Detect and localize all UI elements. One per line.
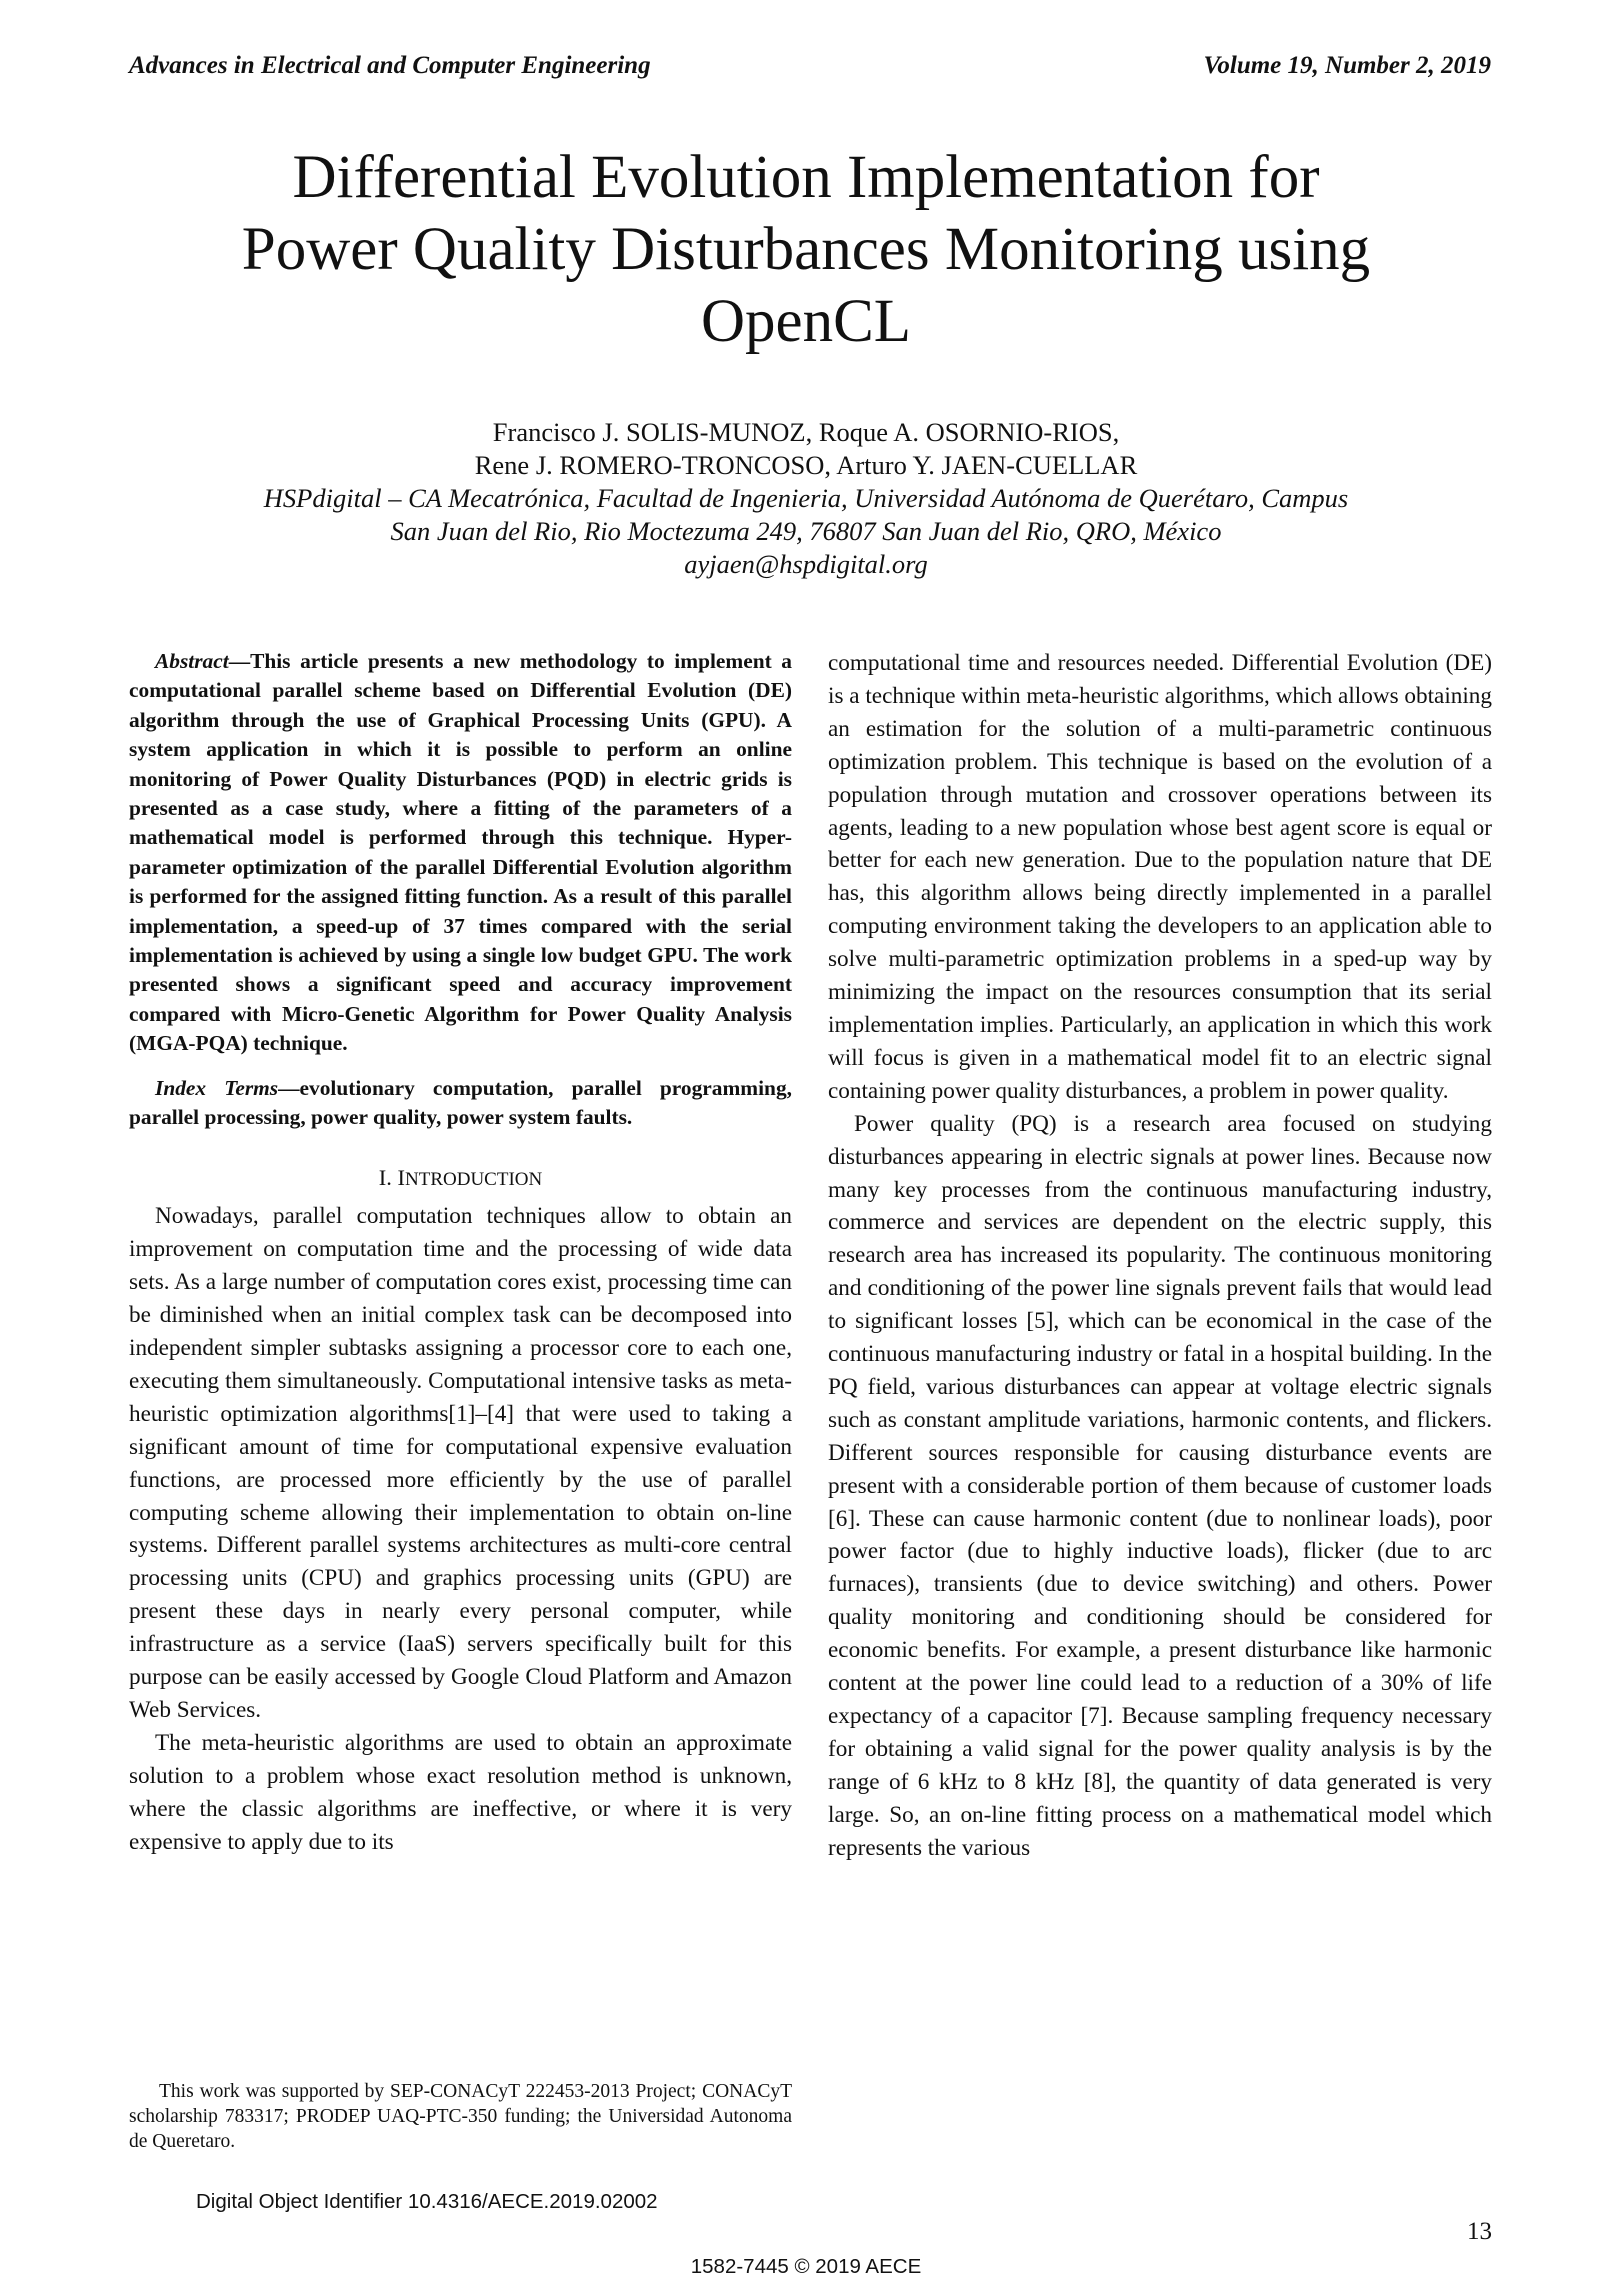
right-column [828,647,1492,1865]
body-paragraph: computational time and resources needed. Differential Evolution (DE) is a technique within meta-heuristic algorithms, which allows obtaining an estimation for the solution of a multi-parametric continuous optimization problem. This technique is based on the evolution of a population through mutation and crossover operations between its agents, leading to a new population whose best agent score is equal or better for each new generation. Due to the population nature that DE has, this algorithm allows being directly implemented in a parallel computing environment taking the developers to an application able to solve multi-parametric optimization problems in a sped-up way by minimizing the impact on the resources consumption that its serial implementation implies. Particularly, an application in which this work will focus is given in a mathematical model fit to an electric signal containing power quality disturbances, a problem in power quality. [828,650,1492,1104]
index-terms-text: —evolutionary computation, parallel programming, parallel processing, power quality, power system faults. [129,1075,792,1130]
volume-info: Volume 19, Number 2, 2019 [1203,52,1491,79]
title-line-2: Power Quality Disturbances Monitoring using [241,216,1371,283]
title-line-1: Differential Evolution Implementation for [292,144,1320,211]
author-block [150,416,1462,581]
section-heading-introduction [129,1162,792,1197]
page-number: 13 [1467,2218,1492,2245]
index-terms-label: Index Terms [155,1075,279,1100]
doi-line: Digital Object Identifier 10.4316/AECE.2019.02002 [196,2190,658,2213]
authors-line-2: Rene J. ROMERO-TRONCOSO, Arturo Y. JAEN-CUELLAR [474,450,1138,480]
funding-footnote: This work was supported by SEP-CONACyT 222453-2013 Project; CONACyT scholarship 783317; PRODEP UAQ-PTC-350 funding; the Universidad Autonoma de Queretaro. [129,2081,792,2152]
paper-title [150,142,1462,358]
body-paragraph: Nowadays, parallel computation techniques allow to obtain an improvement on computation time and the processing of wide data sets. As a large number of computation cores exist, processing time can be diminished when an initial complex task can be decomposed into independent simpler subtasks assigning a processor core to each one, executing them simultaneously. Computational intensive tasks as meta-heuristic optimization algorithms[1]–[4] that were used to taking a significant amount of time for computational expensive evaluation functions, are processed more efficiently by the use of parallel computing scheme allowing their implementation to obtain on-line systems. Different parallel systems architectures as multi-core central processing units (CPU) and graphics processing units (GPU) are present these days in nearly every personal computer, while infrastructure as a service (IaaS) servers specifically built for this purpose can be easily accessed by Google Cloud Platform and Amazon Web Services. [129,1203,792,1723]
index-terms [129,1074,792,1133]
section-number: I. [378,1164,392,1190]
left-column [129,647,792,1859]
body-paragraph: Power quality (PQ) is a research area focused on studying disturbances appearing in electric signals at power lines. Because now many key processes from the continuous manufacturing industry, commerce and services are dependent on the electric supply, this research area has increased its popularity. The continuous monitoring and conditioning of the power line signals prevent fails that would lead to significant losses [5], which can be economical in the case of the continuous manufacturing industry or fatal in a hospital building. In the PQ field, various disturbances can appear at voltage electric signals such as constant amplitude variations, harmonic contents, and flickers. Different sources responsible for causing disturbance events are present with a considerable portion of them because of customer loads [6]. These can cause harmonic content (due to nonlinear loads), poor power factor (due to highly inductive loads), flicker (due to arc furnaces), transients (due to device switching) and others. Power quality monitoring and conditioning should be considered for economic benefits. For example, a present disturbance like harmonic content at the power line could lead to a reduction of a 30% of life expectancy of a capacitor [7]. Because sampling frequency necessary for obtaining a valid signal for the power quality analysis is by the range of 6 kHz to 8 kHz [8], the quantity of data generated is very large. So, an on-line fitting process on a mathematical model which represents the various [828,1110,1492,1861]
abstract-text: —This article presents a new methodology to implement a computational parallel scheme based on Differential Evolution (DE) algorithm through the use of Graphical Processing Units (GPU). A system application in which it is possible to perform an online monitoring of Power Quality Disturbances (PQD) in electric grids is presented as a case study, where a fitting of the parameters of a mathematical model is performed through this technique. Hyper-parameter optimization of the parallel Differential Evolution algorithm is performed for the assigned fitting function. As a result of this parallel implementation, a speed-up of 37 times compared with the serial implementation is achieved by using a single low budget GPU. The work presented shows a significant speed and accuracy improvement compared with Micro-Genetic Algorithm for Power Quality Analysis (MGA-PQA) technique. [129,649,792,1056]
affiliation-line-1: HSPdigital – CA Mecatrónica, Facultad de Ingenieria, Universidad Autónoma de Querétaro, Campus [263,483,1349,513]
section-initial: I [397,1164,406,1190]
issn-copyright: 1582-7445 © 2019 AECE [690,2255,922,2278]
abstract-label: Abstract [155,649,229,673]
abstract [129,647,792,1059]
affiliation-line-2: San Juan del Rio, Rio Moctezuma 249, 76807 San Juan del Rio, QRO, México [390,516,1222,546]
body-paragraph: The meta-heuristic algorithms are used to obtain an approximate solution to a problem whose exact resolution method is unknown, where the classic algorithms are ineffective, or where it is very expensive to apply due to its [129,1729,792,1855]
authors-line-1: Francisco J. SOLIS-MUNOZ, Roque A. OSORNIO-RIOS, [492,417,1120,447]
author-email: ayjaen@hspdigital.org [684,549,928,579]
section-title-rest: NTRODUCTION [405,1168,543,1190]
journal-name: Advances in Electrical and Computer Engineering [129,52,651,79]
title-line-3: OpenCL [700,288,912,355]
